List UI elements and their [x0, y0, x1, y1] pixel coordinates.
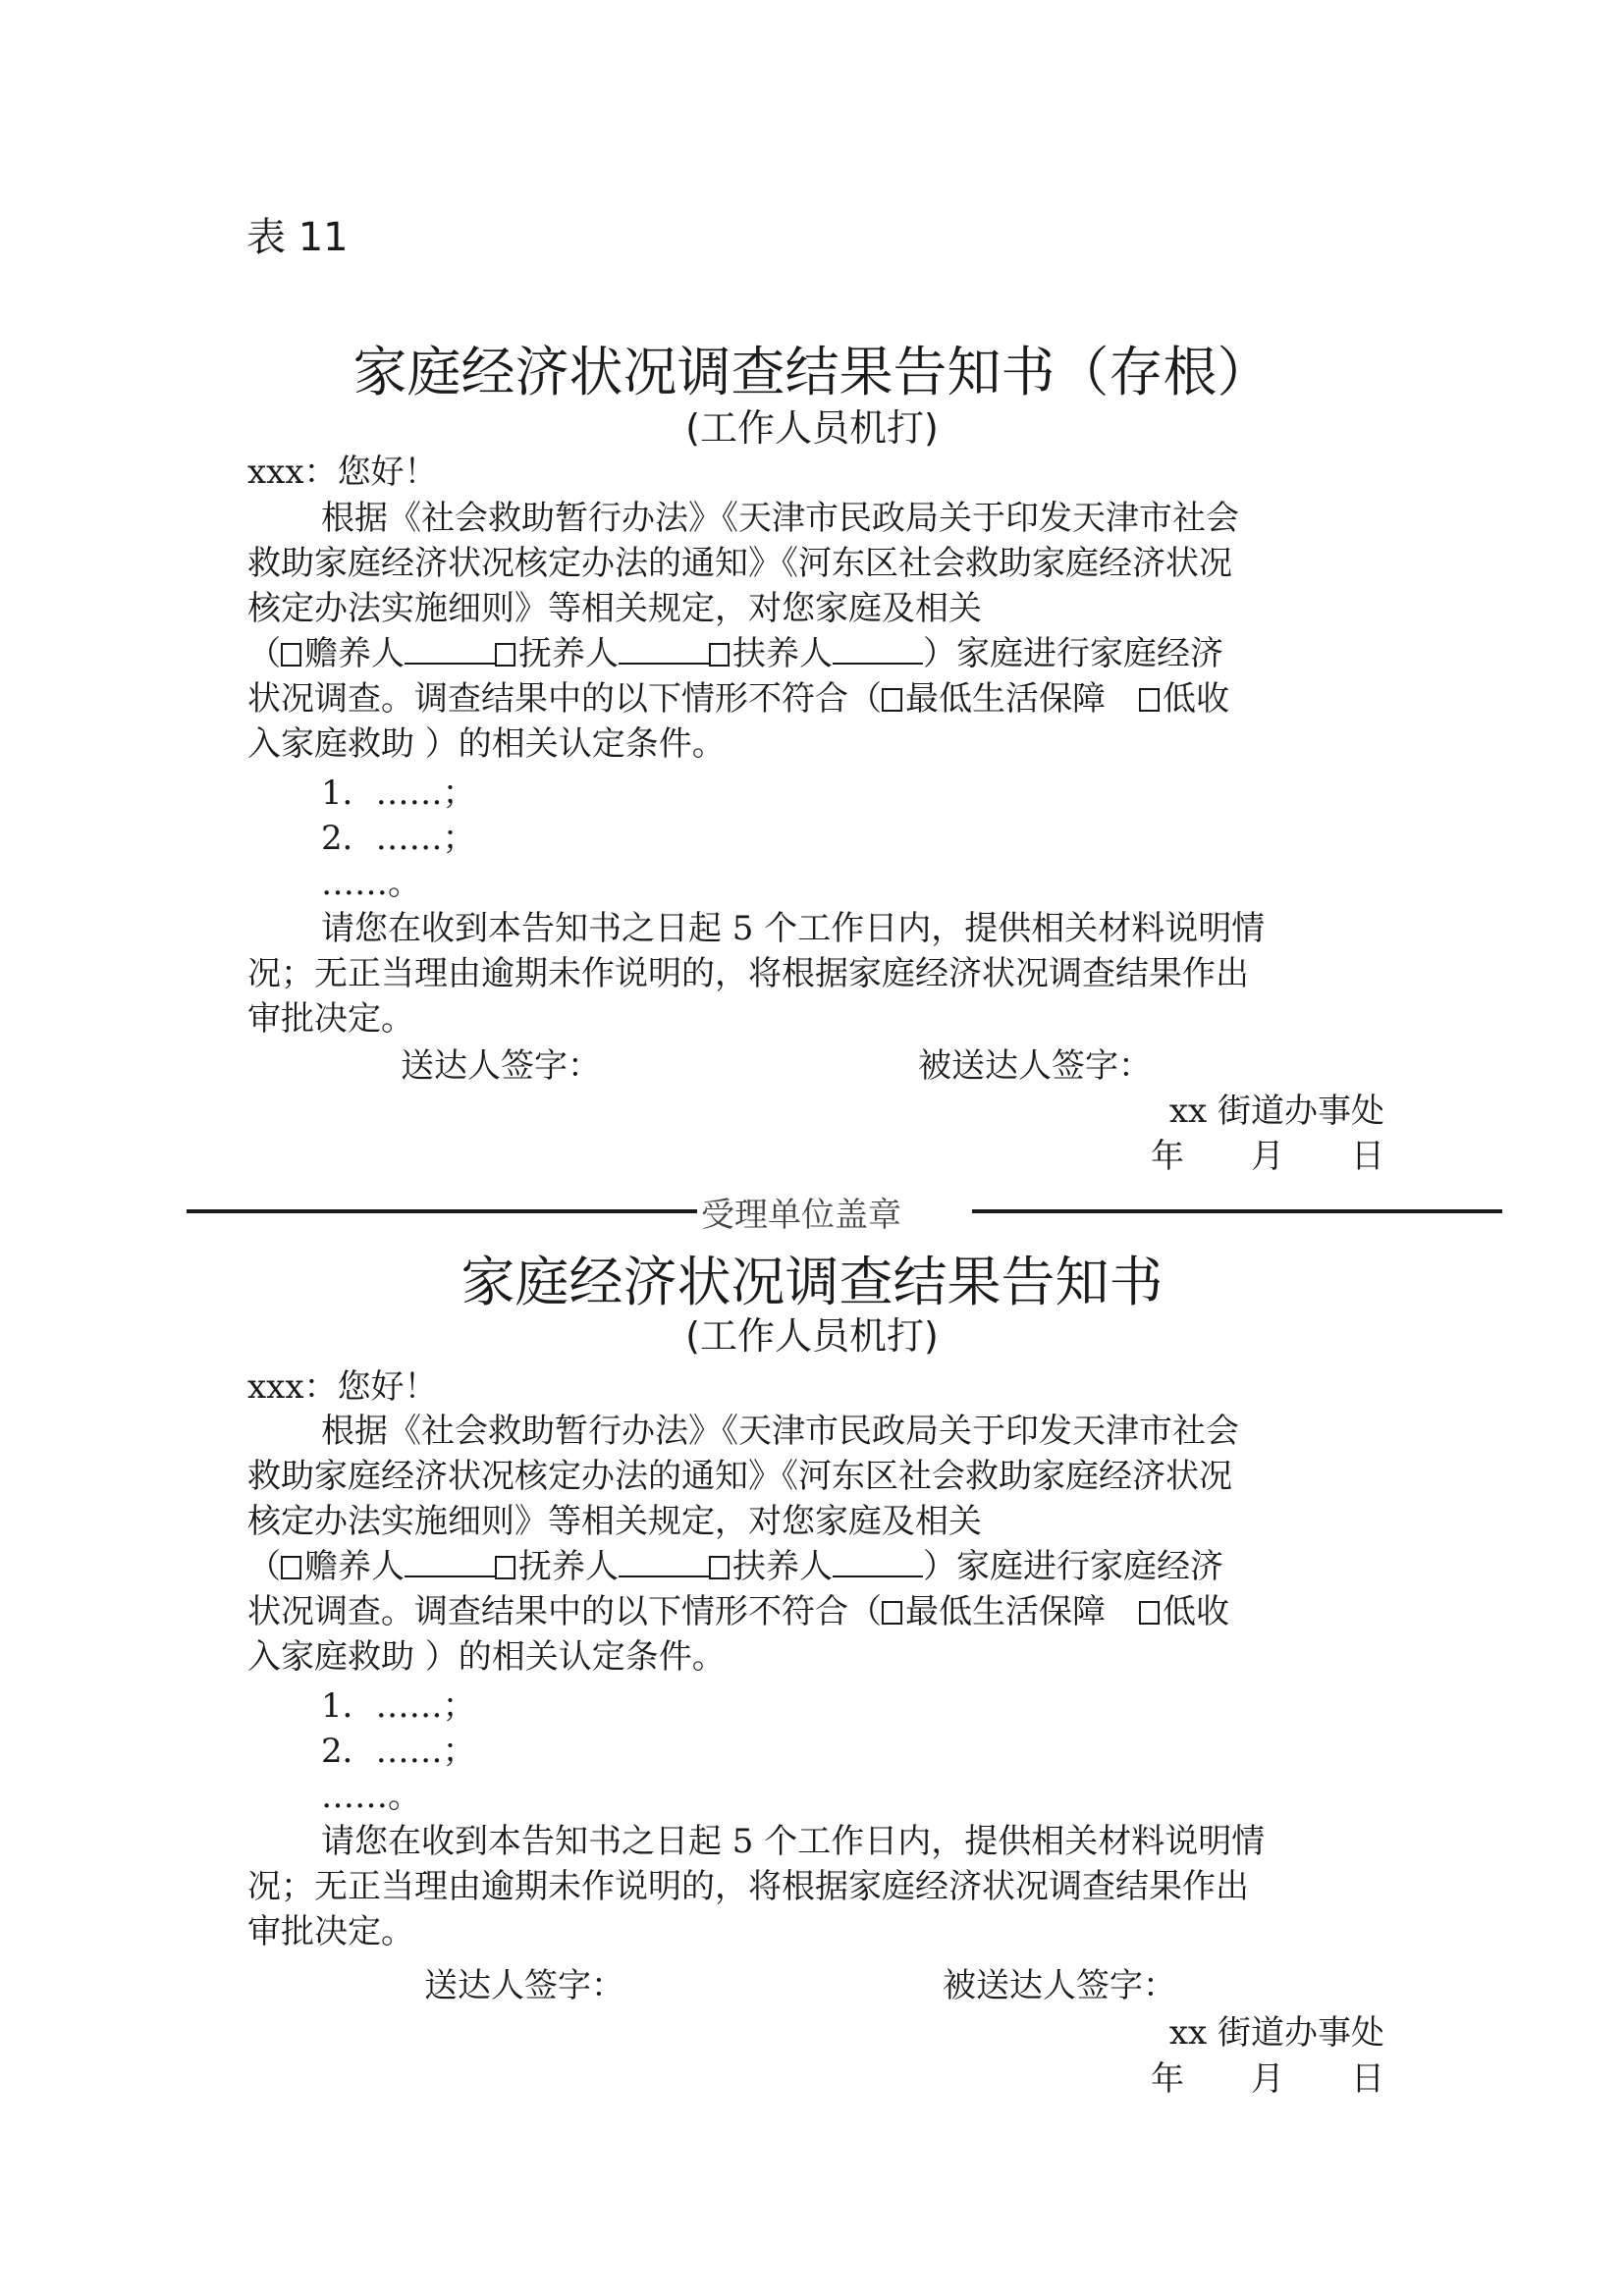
notice-subtitle: (工作人员机打): [685, 1314, 939, 1358]
notice-para1-line1: 根据《社会救助暂行办法》《天津市民政局关于印发天津市社会: [321, 1412, 1239, 1451]
stub-para1-line3: 核定办法实施细则》等相关规定，对您家庭及相关: [247, 589, 982, 628]
notice-para2-line2: 入家庭救助 ）的相关认定条件。: [247, 1637, 726, 1677]
checkbox-icon[interactable]: [882, 1601, 902, 1625]
seal-label: 受理单位盖章: [697, 1188, 905, 1236]
divider-right: [972, 1209, 1502, 1213]
stub-date: 年 月 日: [1151, 1137, 1384, 1176]
checkbox-icon[interactable]: [709, 643, 730, 667]
stub-title: 家庭经济状况调查结果告知书（存根）: [352, 341, 1272, 403]
checkbox-icon[interactable]: [1139, 688, 1160, 712]
notice-para2-line1: 状况调查。调查结果中的以下情形不符合（ 最低生活保障 低收: [247, 1592, 1229, 1631]
stub-item-2: 2．……；: [321, 819, 476, 858]
notice-office: xx 街道办事处: [1168, 2013, 1384, 2053]
fill-blank[interactable]: [405, 635, 495, 665]
fill-blank[interactable]: [833, 635, 923, 665]
table-number: 表 11: [246, 215, 349, 260]
stub-sender-signature: 送达人签字：: [401, 1046, 601, 1086]
notice-para3-line3: 审批决定。: [247, 1912, 414, 1951]
stub-para2-line2: 入家庭救助 ）的相关认定条件。: [247, 724, 726, 764]
notice-date: 年 月 日: [1151, 2059, 1384, 2099]
fill-blank[interactable]: [405, 1548, 495, 1577]
fill-blank[interactable]: [833, 1548, 923, 1577]
checkbox-icon[interactable]: [281, 643, 301, 667]
divider-left: [187, 1209, 717, 1213]
notice-para3-line1: 请您在收到本告知书之日起 5 个工作日内，提供相关材料说明情: [321, 1822, 1266, 1861]
stub-receiver-signature: 被送达人签字：: [918, 1046, 1152, 1086]
stub-para3-line2: 况；无正当理由逾期未作说明的，将根据家庭经济状况调查结果作出: [247, 954, 1249, 993]
checkbox-icon[interactable]: [709, 1556, 730, 1579]
stub-item-3: ……。: [321, 864, 421, 903]
stub-para1-line1: 根据《社会救助暂行办法》《天津市民政局关于印发天津市社会: [321, 499, 1239, 538]
notice-para3-line2: 况；无正当理由逾期未作说明的，将根据家庭经济状况调查结果作出: [247, 1867, 1249, 1906]
notice-title: 家庭经济状况调查结果告知书: [460, 1251, 1164, 1313]
notice-salutation: xxx：您好！: [247, 1367, 438, 1407]
stub-para1-line2: 救助家庭经济状况核定办法的通知》《河东区社会救助家庭经济状况: [247, 544, 1232, 583]
stub-para2-line1: 状况调查。调查结果中的以下情形不符合（ 最低生活保障 低收: [247, 679, 1229, 719]
stub-item-1: 1．……；: [321, 774, 476, 813]
checkbox-icon[interactable]: [1139, 1601, 1160, 1625]
fill-blank[interactable]: [619, 635, 709, 665]
notice-para1-line3: 核定办法实施细则》等相关规定，对您家庭及相关: [247, 1502, 982, 1541]
stub-subtitle: (工作人员机打): [685, 406, 939, 450]
stub-office: xx 街道办事处: [1168, 1092, 1384, 1131]
checkbox-icon[interactable]: [882, 688, 902, 712]
checkbox-icon[interactable]: [495, 643, 515, 667]
notice-para1-line2: 救助家庭经济状况核定办法的通知》《河东区社会救助家庭经济状况: [247, 1457, 1232, 1496]
fill-blank[interactable]: [619, 1548, 709, 1577]
stub-para3-line3: 审批决定。: [247, 999, 414, 1039]
stub-salutation: xxx：您好！: [247, 453, 438, 492]
checkbox-icon[interactable]: [495, 1556, 515, 1579]
checkbox-icon[interactable]: [281, 1556, 301, 1579]
notice-item-1: 1．……；: [321, 1686, 476, 1726]
notice-sender-signature: 送达人签字：: [424, 1966, 624, 2005]
stub-relations-line: （ 赡养人 抚养人 扶养人 ）家庭进行家庭经济: [247, 634, 1223, 673]
stub-para3-line1: 请您在收到本告知书之日起 5 个工作日内，提供相关材料说明情: [321, 909, 1266, 948]
notice-item-3: ……。: [321, 1777, 421, 1816]
notice-item-2: 2．……；: [321, 1732, 476, 1771]
notice-receiver-signature: 被送达人签字：: [943, 1966, 1176, 2005]
notice-relations-line: （ 赡养人 抚养人 扶养人 ）家庭进行家庭经济: [247, 1547, 1223, 1586]
